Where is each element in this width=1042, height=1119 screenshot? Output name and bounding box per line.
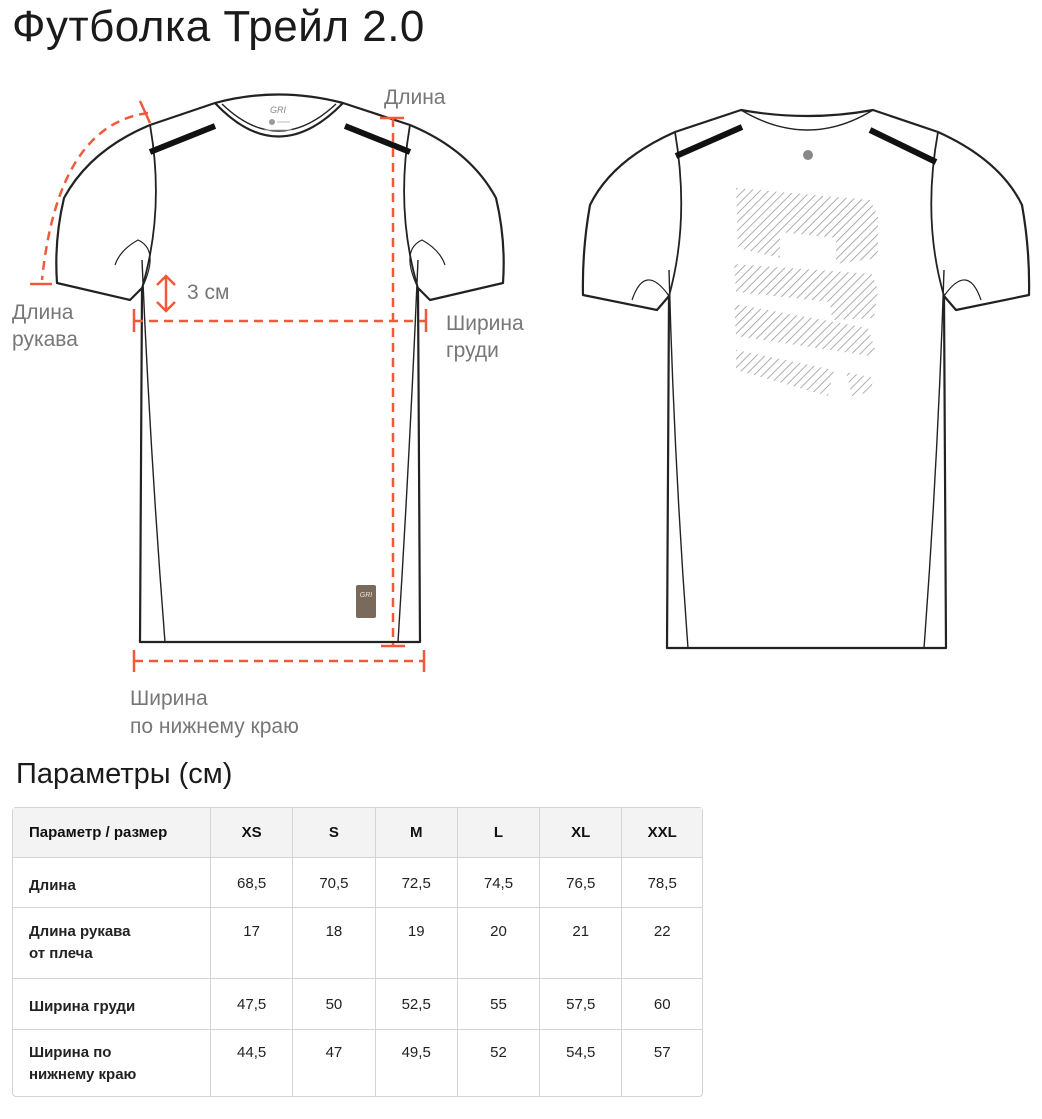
row-label: Ширина по нижнему краю [13, 1030, 211, 1096]
table-cell: 19 [376, 908, 458, 979]
header-size-s: S [293, 808, 375, 858]
table-cell: 78,5 [622, 858, 702, 908]
table-cell: 44,5 [211, 1030, 293, 1096]
label-length: Длина [384, 86, 446, 109]
label-hem-line2: по нижнему краю [130, 715, 299, 738]
size-diagram [0, 80, 1042, 740]
hem-tag-text: GRI [359, 592, 373, 599]
table-cell: 18 [293, 908, 375, 979]
label-chest-line1: Ширина [446, 312, 524, 335]
row-label: Длина [13, 858, 211, 908]
row-label: Ширина груди [13, 979, 211, 1030]
label-three-cm: 3 см [187, 281, 230, 304]
size-table [12, 807, 703, 1097]
table-cell: 60 [622, 979, 702, 1030]
table-cell: 74,5 [458, 858, 540, 908]
table-cell: 49,5 [376, 1030, 458, 1096]
table-row [13, 979, 702, 1030]
header-param: Параметр / размер [13, 808, 211, 858]
table-cell: 55 [458, 979, 540, 1030]
table-cell: 68,5 [211, 858, 293, 908]
table-header-row [13, 808, 702, 858]
table-cell: 21 [540, 908, 622, 979]
label-sleeve-line2: рукава [12, 328, 78, 351]
header-size-m: M [376, 808, 458, 858]
front-tshirt-drawing [56, 95, 503, 643]
hem-tag-icon [356, 585, 376, 618]
params-title: Параметры (см) [16, 758, 233, 790]
table-cell: 76,5 [540, 858, 622, 908]
product-title: Футболка Трейл 2.0 [12, 2, 425, 51]
table-cell: 52 [458, 1030, 540, 1096]
table-cell: 47,5 [211, 979, 293, 1030]
table-cell: 57,5 [540, 979, 622, 1030]
table-cell: 20 [458, 908, 540, 979]
header-size-xl: XL [540, 808, 622, 858]
label-sleeve-line1: Длина [12, 301, 74, 324]
table-cell: 72,5 [376, 858, 458, 908]
table-cell: 47 [293, 1030, 375, 1096]
label-chest-line2: груди [446, 339, 499, 362]
table-cell: 17 [211, 908, 293, 979]
table-cell: 22 [622, 908, 702, 979]
table-cell: 50 [293, 979, 375, 1030]
table-row [13, 1030, 702, 1096]
table-cell: 52,5 [376, 979, 458, 1030]
header-size-l: L [458, 808, 540, 858]
table-cell: 70,5 [293, 858, 375, 908]
table-cell: 57 [653, 1044, 671, 1061]
label-hem-line1: Ширина [130, 687, 208, 710]
header-size-xxl: XXL [622, 808, 702, 858]
neck-logo-text: GRI [269, 105, 287, 115]
table-row [13, 858, 702, 908]
back-dot-icon [803, 150, 813, 160]
table-row [13, 908, 702, 979]
row-label: Длина рукава от плеча [13, 908, 211, 979]
table-cell: 54,5 [540, 1030, 622, 1096]
header-size-xs: XS [211, 808, 293, 858]
